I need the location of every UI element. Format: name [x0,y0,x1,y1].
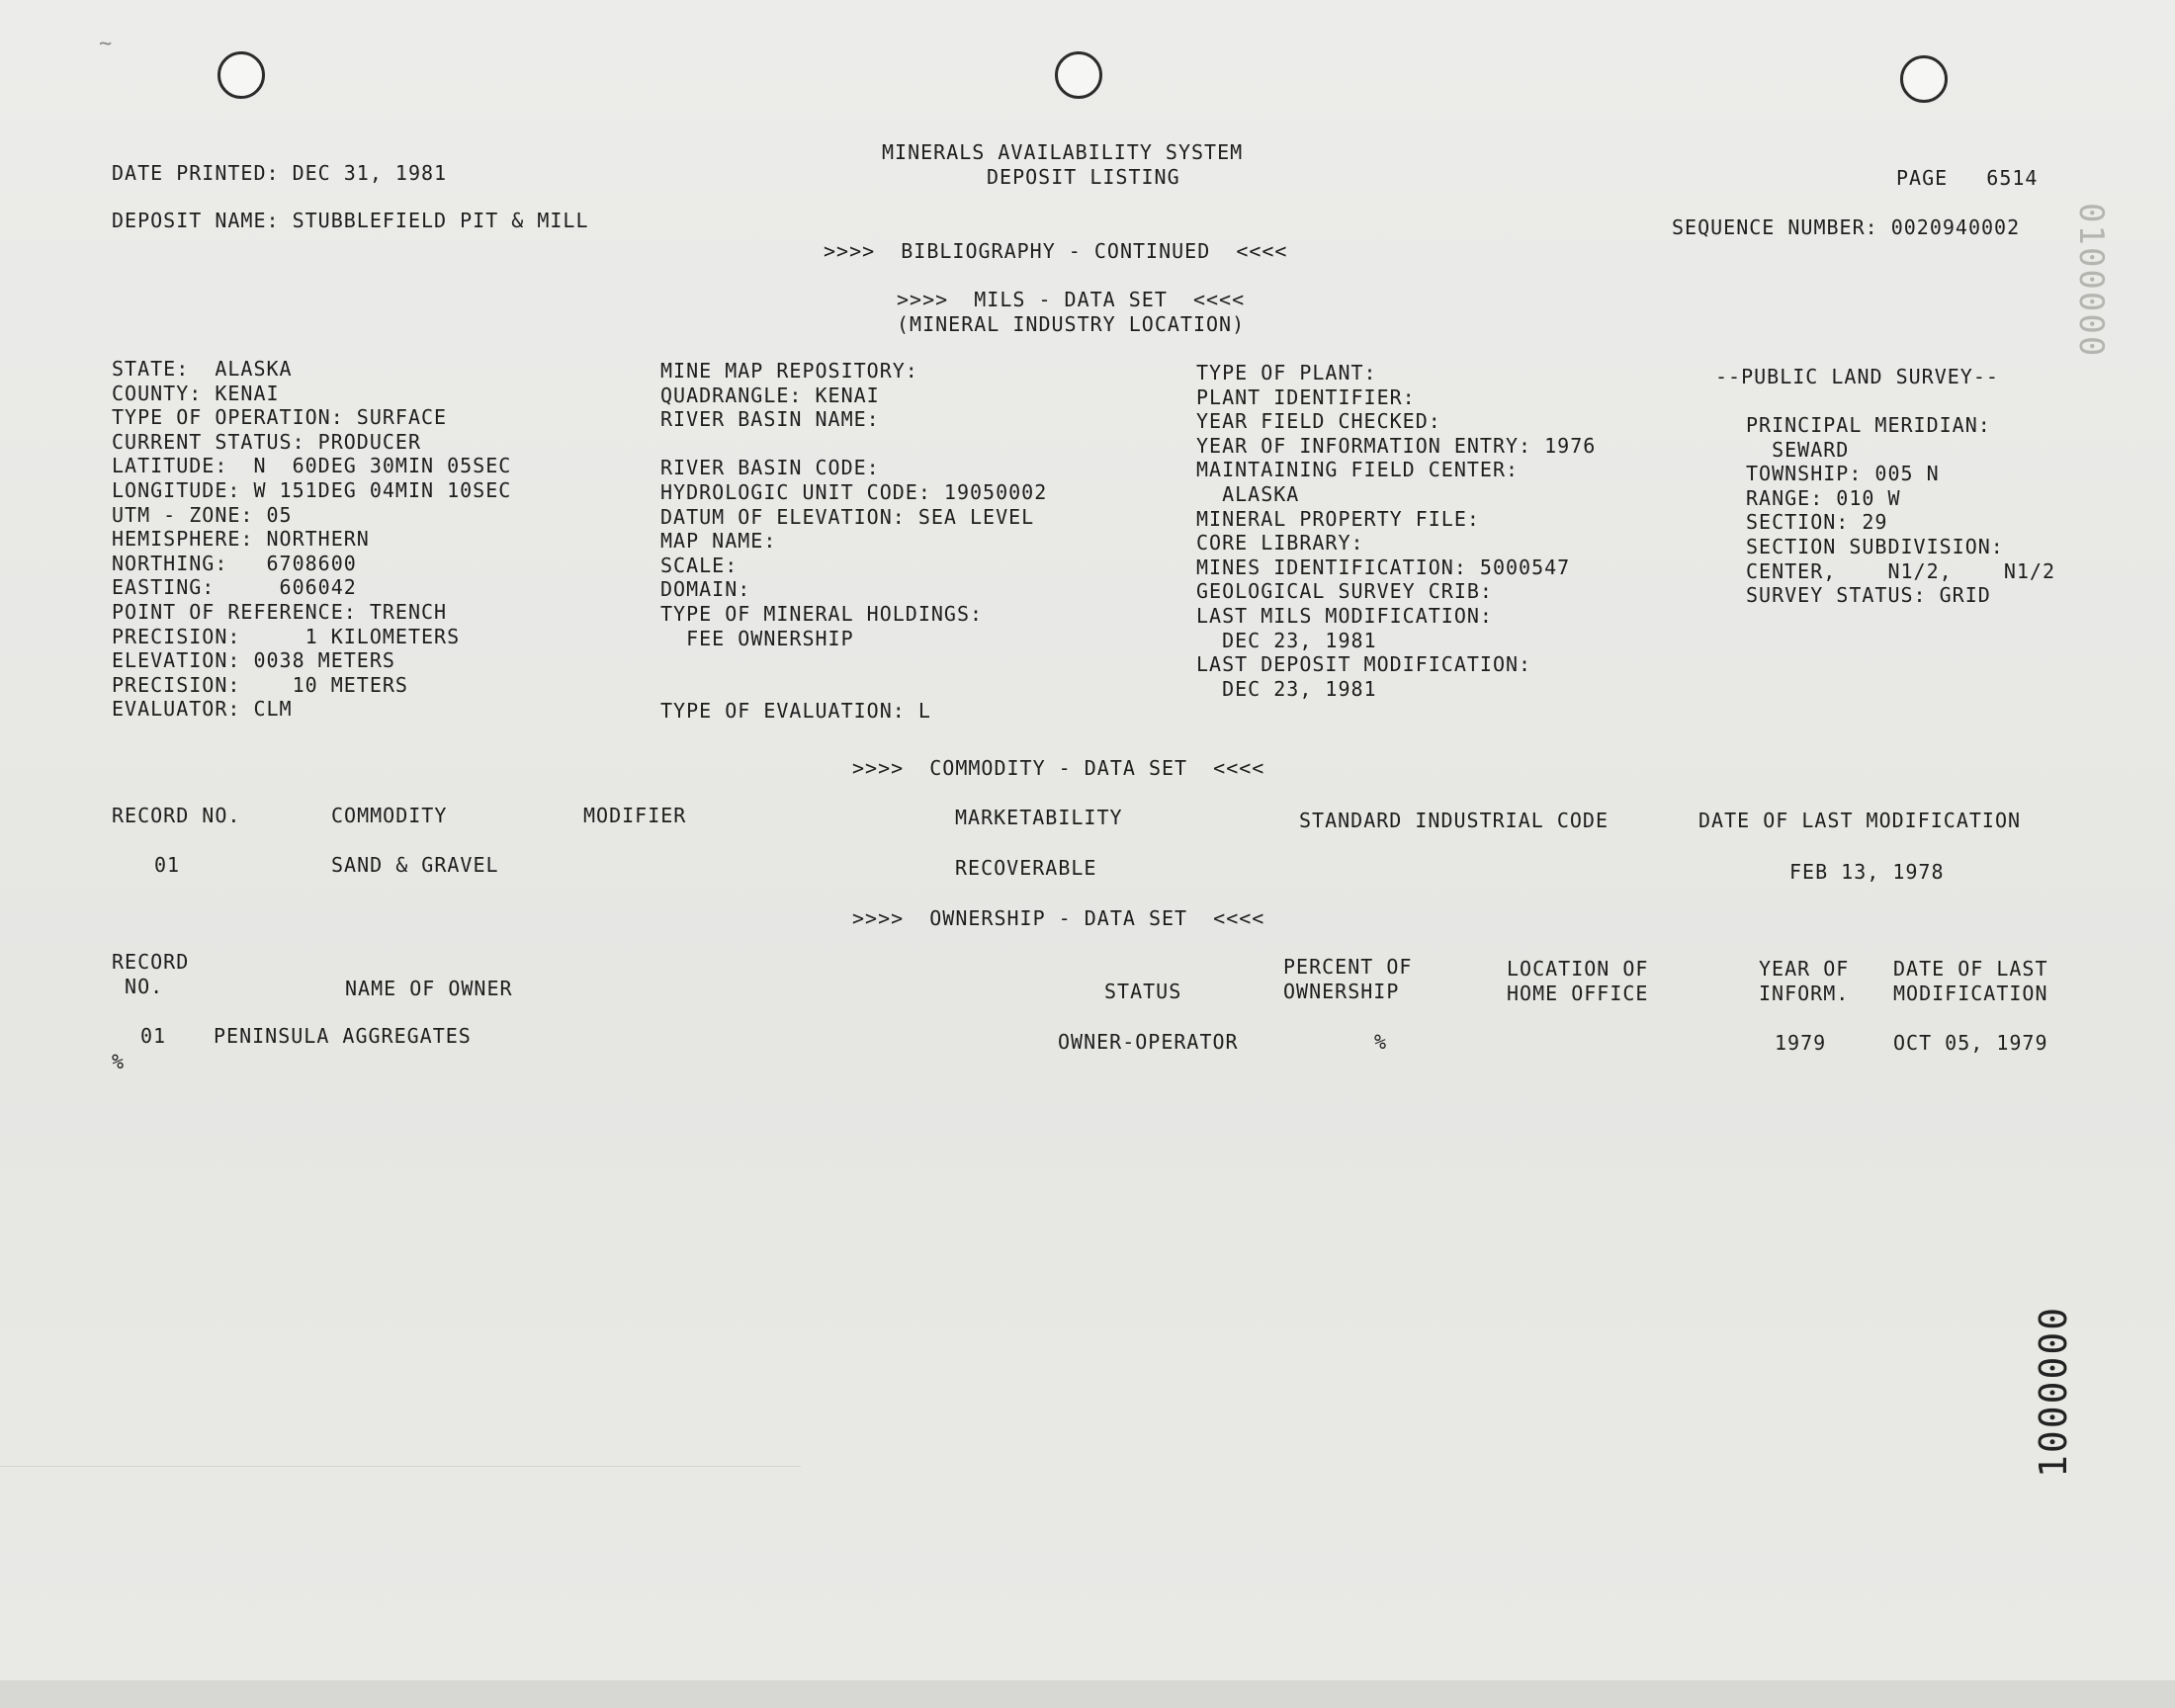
mils-field: UTM - ZONE: 05 [112,502,293,527]
public-land-survey-title: --PUBLIC LAND SURVEY-- [1715,365,1999,388]
mils-field: MAP NAME: [660,529,777,554]
section-ownership: >>>> OWNERSHIP - DATA SET <<<< [852,906,1265,930]
mils-field: MINES IDENTIFICATION: 5000547 [1196,555,1571,579]
mils-field: DATUM OF ELEVATION: SEA LEVEL [660,504,1035,529]
mils-field: POINT OF REFERENCE: TRENCH [112,599,448,624]
ownership-header-year-1: YEAR OF [1759,957,1850,981]
punch-hole-center [1055,51,1102,99]
commodity-row-commodity: SAND & GRAVEL [331,853,499,877]
section-commodity: >>>> COMMODITY - DATA SET <<<< [852,756,1265,780]
mils-field [660,675,1047,700]
ownership-row-name: PENINSULA AGGREGATES [214,1024,472,1048]
ownership-header-record-1: RECORD [112,950,190,974]
mils-field: PRECISION: 10 METERS [112,672,408,697]
mils-field: HEMISPHERE: NORTHERN [112,527,370,552]
mils-field: LAST DEPOSIT MODIFICATION: [1196,652,1532,677]
mils-field: HYDROLOGIC UNIT CODE: 19050002 [660,479,1048,504]
mils-field: STATE: ALASKA [112,357,293,381]
mils-field: ALASKA [1196,481,1300,506]
ownership-header-location-2: HOME OFFICE [1507,982,1649,1005]
mils-field: PRINCIPAL MERIDIAN: [1746,413,1991,437]
ownership-header-percent-1: PERCENT OF [1283,955,1413,979]
commodity-header-date: DATE OF LAST MODIFICATION [1698,809,2022,832]
mils-field: CURRENT STATUS: PRODUCER [112,429,421,454]
sequence-number: SEQUENCE NUMBER: 0020940002 [1672,215,2021,239]
ownership-row-status: OWNER-OPERATOR [1058,1030,1239,1054]
system-title: MINERALS AVAILABILITY SYSTEM [882,140,1244,164]
commodity-row-marketability: RECOVERABLE [955,856,1097,880]
mils-field: LATITUDE: N 60DEG 30MIN 05SEC [112,454,512,478]
ownership-row-record: 01 [140,1024,167,1048]
mils-field: SCALE: [660,553,739,577]
mils-field: MINERAL PROPERTY FILE: [1196,506,1480,531]
mils-field: EASTING: 606042 [112,575,357,600]
mils-field: GEOLOGICAL SURVEY CRIB: [1196,579,1493,604]
mils-field: LONGITUDE: W 151DEG 04MIN 10SEC [112,477,512,502]
mils-column-location [112,357,511,722]
deposit-name: DEPOSIT NAME: STUBBLEFIELD PIT & MILL [112,209,589,232]
mils-column-basin [660,359,1047,724]
commodity-header-commodity: COMMODITY [331,804,448,827]
mils-field: DOMAIN: [660,577,751,602]
ownership-trailing-mark: % [112,1050,126,1073]
commodity-row-date: FEB 13, 1978 [1789,860,1945,884]
mils-field: DEC 23, 1981 [1196,628,1377,652]
mils-field: SECTION: 29 [1746,510,1888,535]
mils-field: TYPE OF PLANT: [1196,361,1377,384]
mils-field [660,432,1047,457]
ownership-row-year: 1979 [1775,1031,1827,1055]
section-mils-subtitle: (MINERAL INDUSTRY LOCATION) [897,312,1246,336]
mils-field: MINE MAP REPOSITORY: [660,359,918,383]
mils-column-survey [1746,413,2055,608]
ownership-row-date: OCT 05, 1979 [1893,1031,2048,1055]
mils-field: TYPE OF EVALUATION: L [660,699,931,724]
mils-field: ELEVATION: 0038 METERS [112,648,395,673]
mils-field: SURVEY STATUS: GRID [1746,583,1991,608]
mils-field: PLANT IDENTIFIER: [1196,384,1416,409]
ownership-header-location-1: LOCATION OF [1507,957,1649,981]
mils-field: EVALUATOR: CLM [112,697,293,722]
section-bibliography: >>>> BIBLIOGRAPHY - CONTINUED <<<< [824,239,1288,263]
commodity-header-sic: STANDARD INDUSTRIAL CODE [1299,809,1609,832]
ownership-header-status: STATUS [1104,980,1182,1003]
smudge-mark: ~ [99,32,113,56]
punch-hole-right [1900,55,1948,103]
ownership-header-percent-2: OWNERSHIP [1283,980,1400,1003]
mils-field: TYPE OF OPERATION: SURFACE [112,405,448,430]
margin-serial-number: 1000000 [2032,1305,2075,1478]
punch-hole-left [218,51,265,99]
mils-field: LAST MILS MODIFICATION: [1196,603,1493,628]
mils-field: RANGE: 010 W [1746,485,1901,510]
mils-field: MAINTAINING FIELD CENTER: [1196,458,1520,482]
mils-field: YEAR FIELD CHECKED: [1196,409,1441,434]
date-printed: DATE PRINTED: DEC 31, 1981 [112,161,448,185]
commodity-header-modifier: MODIFIER [583,804,687,827]
faint-rule [0,1466,801,1467]
mils-field: TYPE OF MINERAL HOLDINGS: [660,601,984,626]
ownership-row-percent: % [1374,1030,1388,1054]
ownership-header-date-1: DATE OF LAST [1893,957,2048,981]
mils-field: CORE LIBRARY: [1196,531,1364,555]
ownership-header-name: NAME OF OWNER [345,977,513,1000]
mils-field: COUNTY: KENAI [112,381,280,405]
ownership-header-year-2: INFORM. [1759,982,1850,1005]
scan-bottom-edge [0,1680,2175,1708]
section-mils: >>>> MILS - DATA SET <<<< [897,288,1246,311]
ownership-header-record-2: NO. [112,975,164,998]
listing-title: DEPOSIT LISTING [987,165,1180,189]
mils-field: SEWARD [1746,437,1850,462]
commodity-header-record: RECORD NO. [112,804,241,827]
mils-field: SECTION SUBDIVISION: [1746,534,2004,558]
mils-field: CENTER, N1/2, N1/2 [1746,558,2055,583]
ownership-header-date-2: MODIFICATION [1893,982,2048,1005]
mils-field: QUADRANGLE: KENAI [660,383,880,407]
mils-field: RIVER BASIN CODE: [660,456,880,480]
faint-margin-number: 0100000 [2071,203,2111,359]
mils-field: DEC 23, 1981 [1196,676,1377,701]
page-number: PAGE 6514 [1896,166,2039,190]
mils-field: TOWNSHIP: 005 N [1746,462,1940,486]
mils-field: NORTHING: 6708600 [112,551,357,575]
mils-field: RIVER BASIN NAME: [660,407,880,432]
mils-column-plant [1196,361,1596,701]
mils-field: YEAR OF INFORMATION ENTRY: 1976 [1196,433,1597,458]
mils-field [660,650,1047,675]
commodity-row-record: 01 [154,853,181,877]
commodity-header-marketability: MARKETABILITY [955,806,1123,829]
mils-field: PRECISION: 1 KILOMETERS [112,624,461,648]
mils-field: FEE OWNERSHIP [660,626,854,650]
